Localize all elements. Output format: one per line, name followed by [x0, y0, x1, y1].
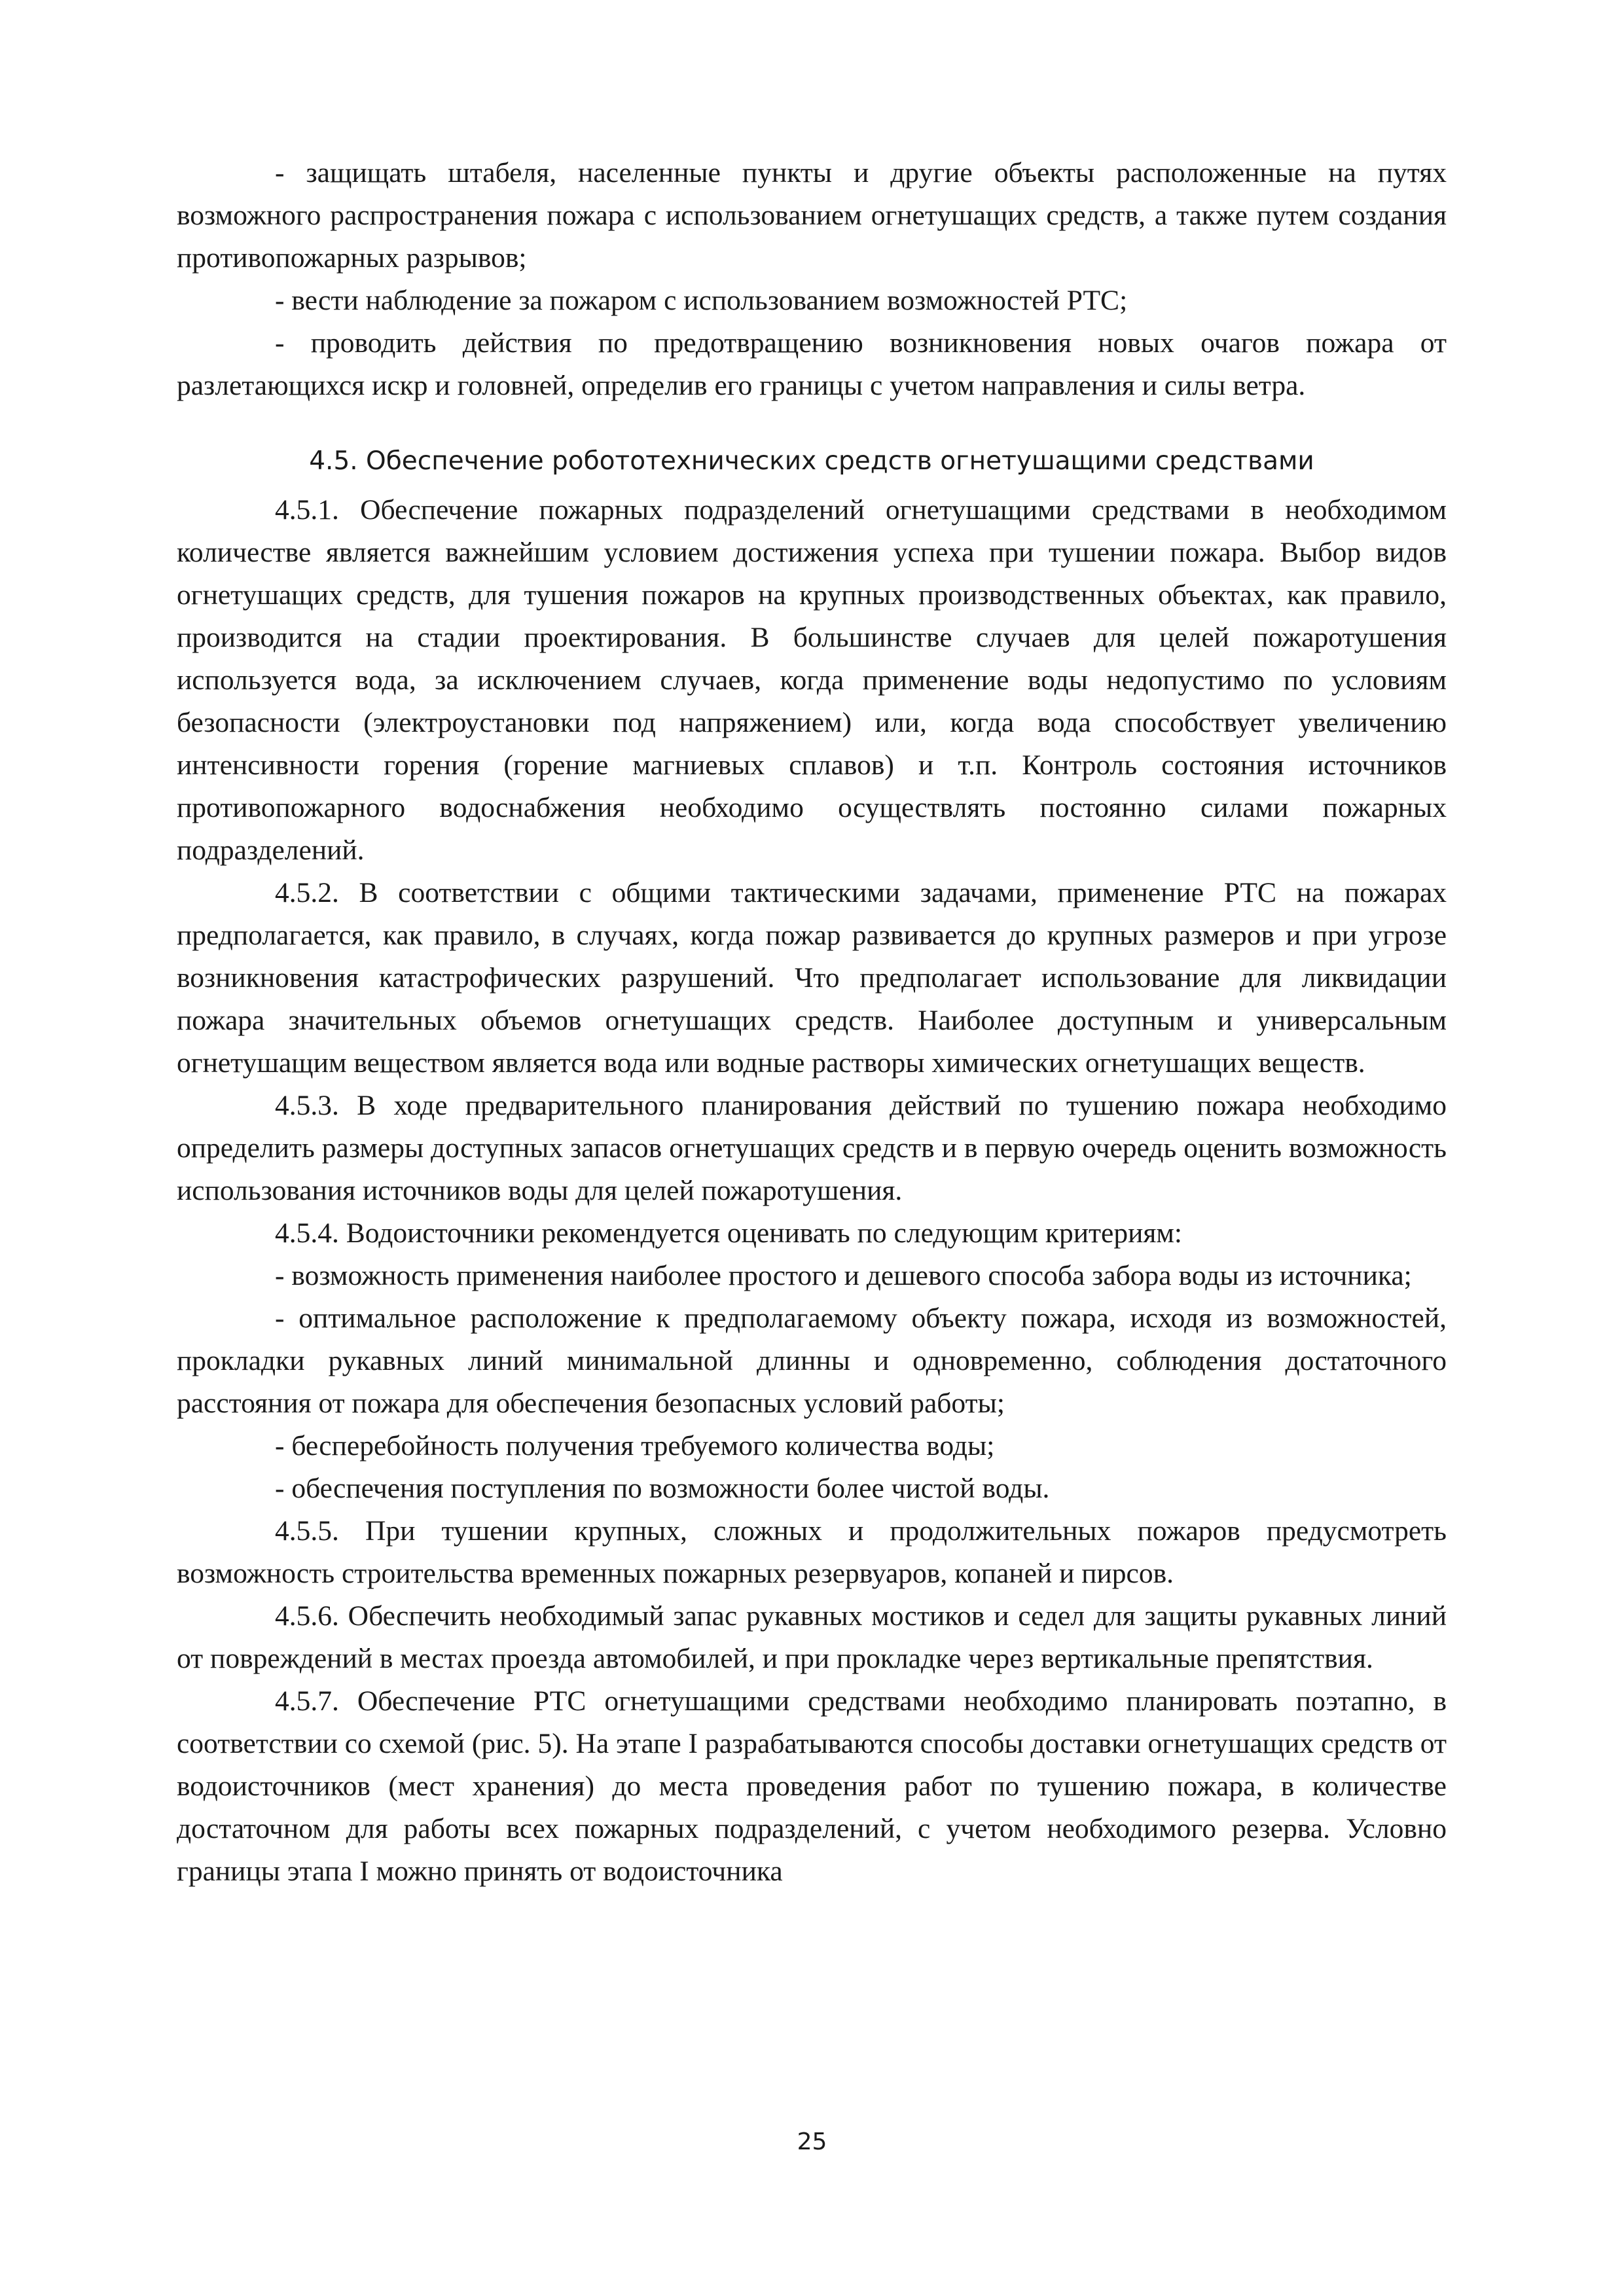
paragraph-4-5-2: 4.5.2. В соответствии с общими тактическими задачами, применение РТС на пожарах предполагается, как правило, в случаях, когда пожар развивается до крупных размеров и при угрозе возникновения катастрофических разрушений. Что предполагает использование для ликвидации пожара значительных объемов огнетушащих средств. Наиболее доступным и универсальным огнетушащим веществом является вода или водные растворы химических огнетушащих веществ.: [177, 877, 1447, 1079]
paragraph-4-5-6: 4.5.6. Обеспечить необходимый запас рукавных мостиков и седел для защиты рукавных линий от повреждений в местах проезда автомобилей, и при прокладке через вертикальные препятствия.: [177, 1600, 1447, 1674]
page-body: [177, 152, 1447, 1893]
paragraph-criterion-simple-intake: - возможность применения наиболее простого и дешевого способа забора воды из источника;: [275, 1260, 1412, 1291]
paragraph-criterion-uninterrupted: - бесперебойность получения требуемого количества воды;: [275, 1430, 995, 1462]
paragraph-4-5-7: 4.5.7. Обеспечение РТС огнетушащими средствами необходимо планировать поэтапно, в соответствии со схемой (рис. 5). На этапе I разрабатываются способы доставки огнетушащих средств от водоисточников (мест хранения) до места проведения работ по тушению пожара, в количестве достаточном для работы всех пожарных подразделений, с учетом необходимого резерва. Условно границы этапа I можно принять от водоисточника: [177, 1685, 1447, 1887]
page-number: 25: [797, 2128, 827, 2155]
paragraph-4-5-4: 4.5.4. Водоисточники рекомендуется оценивать по следующим критериям:: [275, 1217, 1182, 1249]
section-heading: 4.5. Обеспечение робототехнических средств огнетушащими средствами: [309, 446, 1314, 476]
paragraph-4-5-5: 4.5.5. При тушении крупных, сложных и продолжительных пожаров предусмотреть возможность строительства временных пожарных резервуаров, копаней и пирсов.: [177, 1515, 1447, 1589]
paragraph-criterion-location: - оптимальное расположение к предполагаемому объекту пожара, исходя из возможностей, прокладки рукавных линий минимальной длинны и одновременно, соблюдения достаточного расстояния от пожара для обеспечения безопасных условий работы;: [177, 1302, 1447, 1419]
paragraph-4-5-1: 4.5.1. Обеспечение пожарных подразделений огнетушащими средствами в необходимом количестве является важнейшим условием достижения успеха при тушении пожара. Выбор видов огнетушащих средств, для тушения пожаров на крупных производственных объектах, как правило, производится на стадии проектирования. В большинстве случаев для целей пожаротушения используется вода, за исключением случаев, когда применение воды недопустимо по условиям безопасности (электроустановки под напряжением) или, когда вода способствует увеличению интенсивности горения (горение магниевых сплавов) и т.п. Контроль состояния источников противопожарного водоснабжения необходимо осуществлять постоянно силами пожарных подразделений.: [177, 494, 1447, 866]
paragraph-bullet-protect: - защищать штабеля, населенные пункты и другие объекты расположенные на путях возможного распространения пожара с использованием огнетушащих средств, а также путем создания противопожарных разрывов;: [177, 157, 1447, 274]
paragraph-bullet-prevent: - проводить действия по предотвращению возникновения новых очагов пожара от разлетающихся искр и головней, определив его границы с учетом направления и силы ветра.: [177, 327, 1447, 401]
paragraph-4-5-3: 4.5.3. В ходе предварительного планирования действий по тушению пожара необходимо определить размеры доступных запасов огнетушащих средств и в первую очередь оценить возможность использования источников воды для целей пожаротушения.: [177, 1090, 1447, 1206]
paragraph-criterion-clean-water: - обеспечения поступления по возможности более чистой воды.: [275, 1473, 1050, 1504]
paragraph-bullet-observe: - вести наблюдение за пожаром с использованием возможностей РТС;: [275, 285, 1128, 316]
